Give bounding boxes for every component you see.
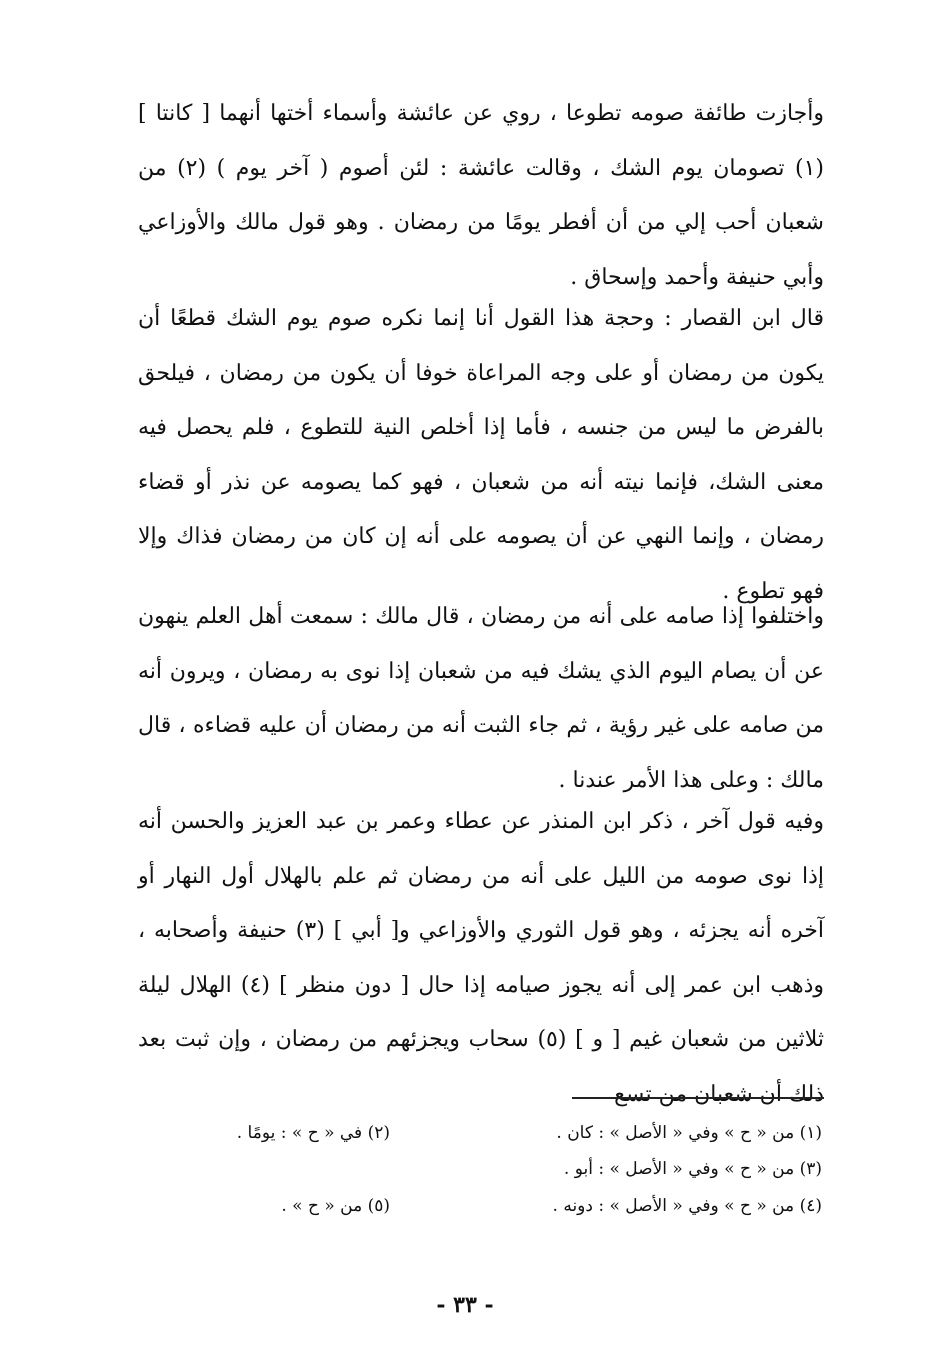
footnote-4: (٤) من « ح » وفي « الأصل » : دونه . [552, 1196, 822, 1216]
footnote-5: (٥) من « ح » . [281, 1196, 390, 1216]
footnote-2: (٢) في « ح » : يومًا . [236, 1123, 390, 1143]
paragraph-2: قال ابن القصار : وحجة هذا القول أنا إنما نكره صوم يوم الشك قطعًا أن يكون من رمضان أو على وجه المراعاة خوفا أن يكون من رمضان ، فيلحق بالفرض ما ليس من جنسه ، فأما إذا أخلص النية للتطوع ، فلم يحصل فيه معنى الشك، فإنما نيته أنه من شعبان ، فهو كما يصومه عن نذر أو قضاء رمضان ، وإنما النهي عن أن يصومه على أنه إن كان من رمضان فذاك وإلا فهو تطوع . [138, 306, 824, 604]
footnote-1: (١) من « ح » وفي « الأصل » : كان . [556, 1123, 822, 1143]
paragraph-4: وفيه قول آخر ، ذكر ابن المنذر عن عطاء وعمر بن عبد العزيز والحسن أنه إذا نوى صومه من الليل على أنه من رمضان ثم علم بالهلال أول النهار أو آخره أنه يجزئه ، وهو قول الثوري والأوزاعي و[ أبي ] (٣) حنيفة وأصحابه ، وذهب ابن عمر إلى أنه يجوز صيامه إذا حال [ دون منظر ] (٤) الهلال ليلة ثلاثين من شعبان غيم [ و ] (٥) سحاب ويجزئهم من رمضان ، وإن ثبت بعد ذلك أن شعبان من تسع [138, 809, 825, 1107]
footnote-separator [572, 1097, 824, 1099]
paragraph-3: واختلفوا إذا صامه على أنه من رمضان ، قال مالك : سمعت أهل العلم ينهون عن أن يصام اليوم الذي يشك فيه من شعبان إذا نوى به رمضان ، ويرون أنه من صامه على غير رؤية ، ثم جاء الثبت أنه من رمضان أن عليه قضاءه ، قال مالك : وعلى هذا الأمر عندنا . [138, 604, 824, 793]
page-number: - ٣٣ - [436, 1292, 494, 1318]
footnote-3: (٣) من « ح » وفي « الأصل » : أبو . [563, 1159, 822, 1179]
paragraph-1: وأجازت طائفة صومه تطوعا ، روي عن عائشة وأسماء أختها أنهما [ كانتا ](١) تصومان يوم الشك ، وقالت عائشة : لئن أصوم ( آخر يوم ) (٢) من شعبان أحب إلي من أن أفطر يومًا من رمضان . وهو قول مالك والأوزاعي وأبي حنيفة وأحمد وإسحاق . [138, 101, 825, 290]
